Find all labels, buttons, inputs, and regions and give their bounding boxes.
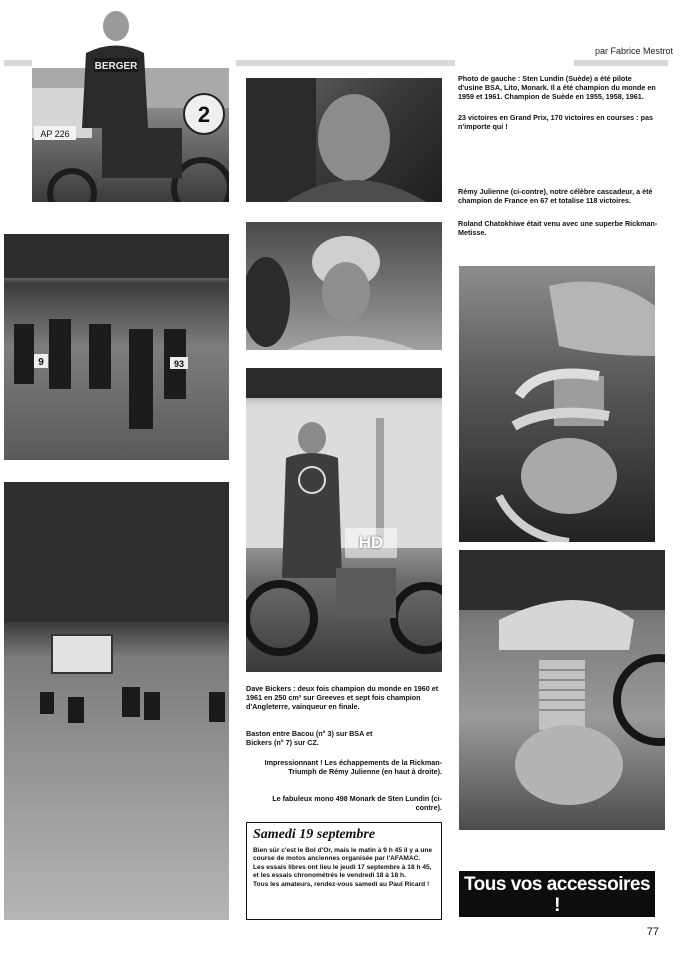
event-box-paragraph-2: Les essais libres ont lieu le jeudi 17 septembre à 18 h 45, et les essais chronométrés le vendredi 18 à 18 h. <box>253 863 432 880</box>
byline: par Fabrice Mestrot <box>594 46 673 56</box>
ad-line-1: Tous vos accessoires ! <box>463 874 651 916</box>
photo-rickman-exhausts <box>459 266 655 542</box>
licence-plate: AP 226 <box>40 129 70 139</box>
photo-start-line <box>4 234 229 460</box>
caption-bickers: Dave Bickers : deux fois champion du monde en 1960 et 1961 en 250 cm³ sur Greeves et sept fois champion d'Angleterre, vainqueur en finale. <box>246 684 439 711</box>
photo-portrait-rider <box>246 78 442 202</box>
event-box-paragraph-3: Tous les amateurs, rendez-vous samedi au Paul Ricard ! <box>253 880 430 888</box>
caption-lundin-wins: 23 victoires en Grand Prix, 170 victoires en courses : pas n'importe qui ! <box>458 113 653 131</box>
event-box <box>246 822 442 920</box>
caption-baston: Baston entre Bacou (n° 3) sur BSA et Bickers (n° 7) sur CZ. <box>246 729 373 747</box>
event-box-paragraph-1: Bien sûr c'est le Bol d'Or, mais le matin à 9 h 45 il y a une course de motos anciennes organisée par l'AFAMAC. <box>253 847 433 863</box>
caption-impressionnant: Impressionnant ! Les échappements de la Rickman-Triumph de Rémy Julienne (en haut à droite). <box>264 758 442 776</box>
watermark: HD <box>345 528 397 558</box>
race-number-2: 93 <box>173 359 185 369</box>
caption-roland: Roland Chatokhiwe était venu avec une superbe Rickman-Metisse. <box>458 219 658 237</box>
header-rule-left <box>4 60 32 66</box>
header-rule-middle <box>236 60 455 66</box>
jersey-text: BERGER <box>94 61 138 72</box>
japauto-ad <box>459 871 655 934</box>
caption-monark: Le fabuleux mono 498 Monark de Sten Lundin (ci-contre). <box>272 794 442 812</box>
caption-lundin: Photo de gauche : Sten Lundin (Suède) a été pilote d'usine BSA, Lito, Monark. Il a été champion du monde en 1959 et 1961. Champion de Suède en 1955, 1958, 1961. <box>458 74 656 101</box>
event-box-title: Samedi 19 septembre <box>253 827 376 842</box>
bike-number-plate: 2 <box>197 102 211 127</box>
rider-figure <box>78 8 150 128</box>
photo-helmet-portrait <box>246 222 442 350</box>
photo-dave-bickers <box>246 368 442 672</box>
photo-hill-race <box>4 482 229 920</box>
photo-monark-engine <box>459 550 665 830</box>
ad-line-2: JAPAUTO 45 00 20 10 <box>472 917 642 934</box>
race-number-1: 9 <box>38 357 44 368</box>
caption-remy-julienne: Rémy Julienne (ci-contre), notre célèbre cascadeur, a été champion de France en 67 et totalise 118 victoires. <box>458 187 653 205</box>
page-number: 77 <box>646 926 659 938</box>
header-rule-right <box>574 60 668 66</box>
